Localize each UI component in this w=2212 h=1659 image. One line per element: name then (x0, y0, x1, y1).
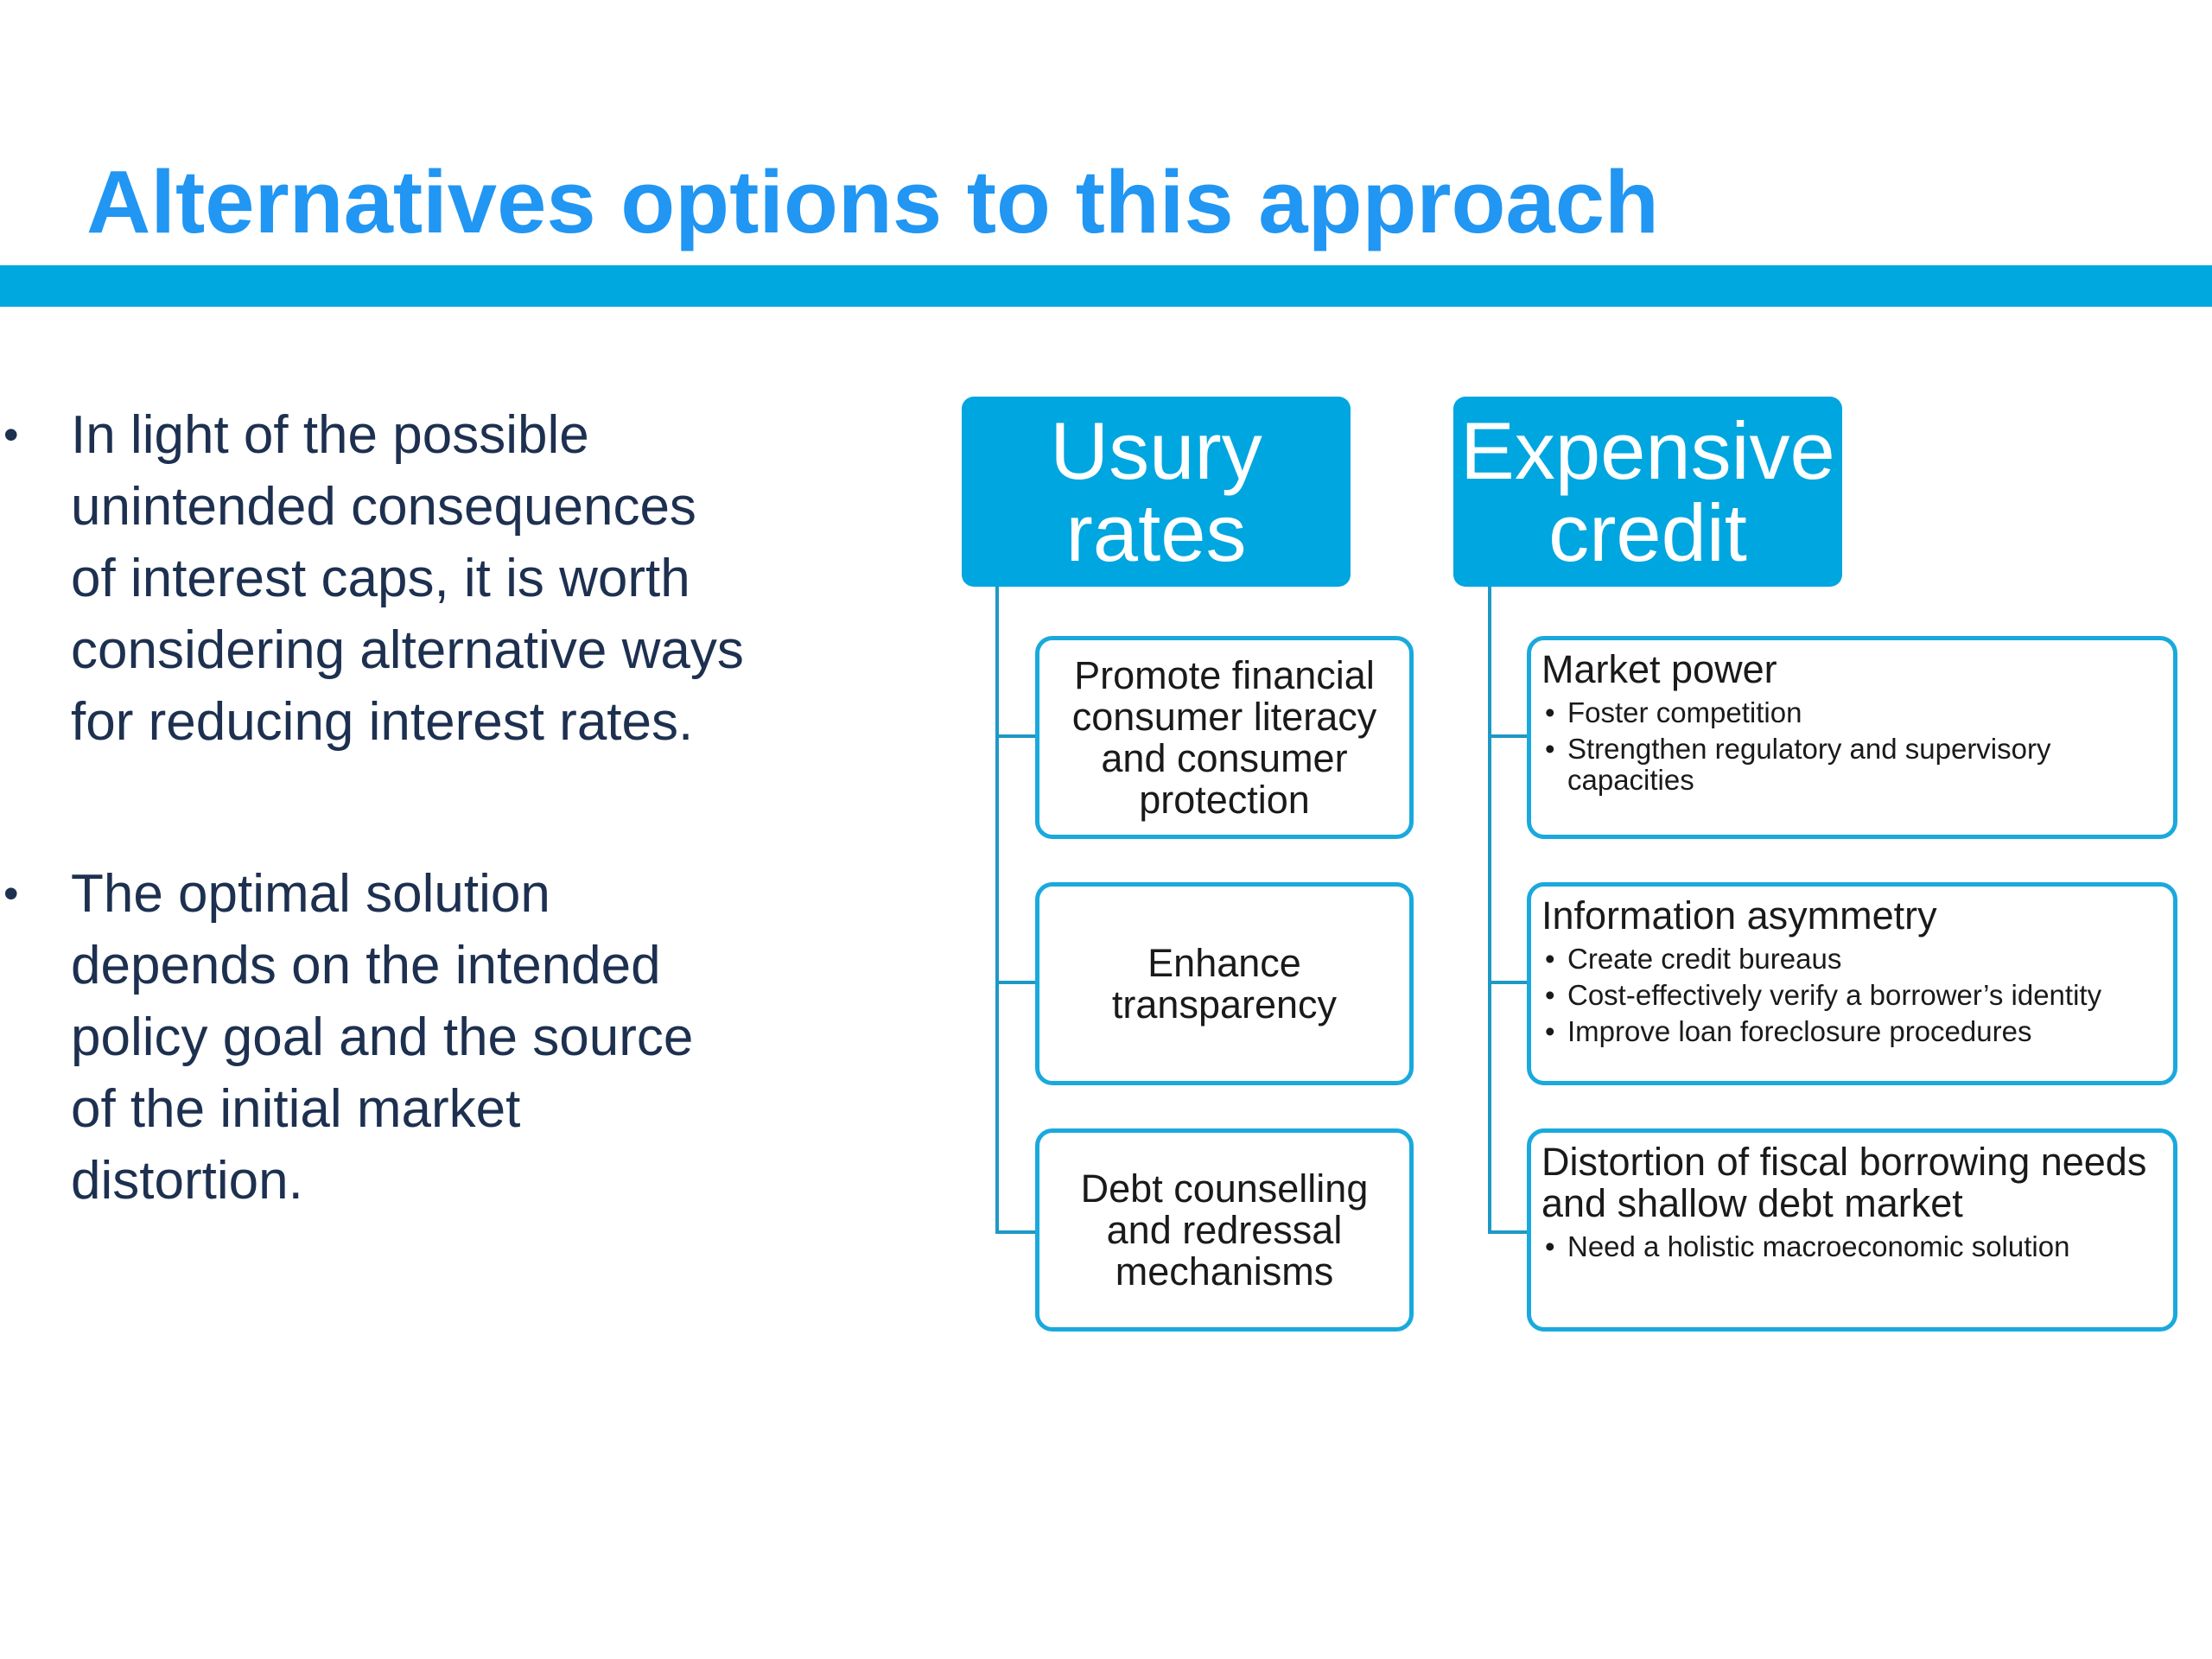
bullet-dot-icon: • (3, 869, 19, 918)
bullet-text: In light of the possible unintended consequences of interest caps, it is worth considering alternative ways for reducing interest rates. (71, 405, 744, 752)
bullet-text: The optimal solution depends on the intended policy goal and the source of the initial market distortion. (71, 864, 694, 1211)
box-item (1541, 944, 2164, 975)
box-title: Distortion of fiscal borrowing needs and shallow debt market (1541, 1140, 2147, 1225)
title-divider (0, 265, 2212, 307)
expensive-box-market-power (1527, 636, 2177, 839)
box-item (1541, 1016, 2164, 1047)
bullet-list (0, 399, 864, 1317)
expensive-connector-trunk (1488, 587, 1491, 1233)
box-item-text: Foster competition (1567, 696, 1802, 728)
usury-connector-trunk (995, 587, 999, 1233)
usury-box-text: Promote financial consumer literacy and consumer protection (1071, 652, 1377, 822)
usury-rates-heading-text: Usury rates (1050, 405, 1262, 578)
expensive-connector-branch (1488, 981, 1529, 984)
box-item-text: Improve loan foreclosure procedures (1567, 1015, 2032, 1047)
box-item (1541, 697, 2164, 728)
box-item (1541, 734, 2164, 796)
expensive-credit-heading (1453, 397, 1842, 587)
bullet-dot-icon: • (1545, 1015, 1555, 1047)
box-item-list (1541, 697, 2164, 796)
box-item-text: Create credit bureaus (1567, 943, 1842, 975)
usury-box-transparency (1035, 882, 1414, 1085)
box-item-text: Strengthen regulatory and supervisory capacities (1567, 733, 2051, 796)
bullet-dot-icon: • (1545, 1230, 1555, 1262)
box-item-text: Need a holistic macroeconomic solution (1567, 1230, 2070, 1262)
usury-connector-branch (995, 1230, 1037, 1234)
bullet-item (0, 858, 864, 1217)
expensive-connector-branch (1488, 734, 1529, 738)
box-title: Market power (1541, 647, 1777, 691)
usury-connector-branch (995, 981, 1037, 984)
usury-box-text: Debt counselling and redressal mechanisms (1080, 1166, 1369, 1294)
bullet-dot-icon: • (3, 410, 19, 459)
expensive-credit-heading-text: Expensive credit (1460, 405, 1835, 578)
usury-box-debt-counselling (1035, 1128, 1414, 1332)
expensive-box-fiscal-distortion (1527, 1128, 2177, 1332)
expensive-box-information-asymmetry (1527, 882, 2177, 1085)
box-item (1541, 1231, 2164, 1262)
bullet-dot-icon: • (1545, 696, 1555, 728)
box-title: Information asymmetry (1541, 893, 1937, 938)
usury-rates-heading (962, 397, 1351, 587)
expensive-connector-branch (1488, 1230, 1529, 1234)
bullet-dot-icon: • (1545, 943, 1555, 975)
usury-box-text: Enhance transparency (1111, 940, 1338, 1027)
box-item-list (1541, 944, 2164, 1047)
box-item (1541, 980, 2164, 1011)
box-item-text: Cost-effectively verify a borrower’s identity (1567, 979, 2102, 1011)
bullet-dot-icon: • (1545, 979, 1555, 1011)
bullet-item (0, 399, 864, 758)
bullet-dot-icon: • (1545, 733, 1555, 765)
usury-box-consumer-literacy (1035, 636, 1414, 839)
box-item-list (1541, 1231, 2164, 1262)
slide-title: Alternatives options to this approach (86, 152, 1659, 251)
usury-connector-branch (995, 734, 1037, 738)
